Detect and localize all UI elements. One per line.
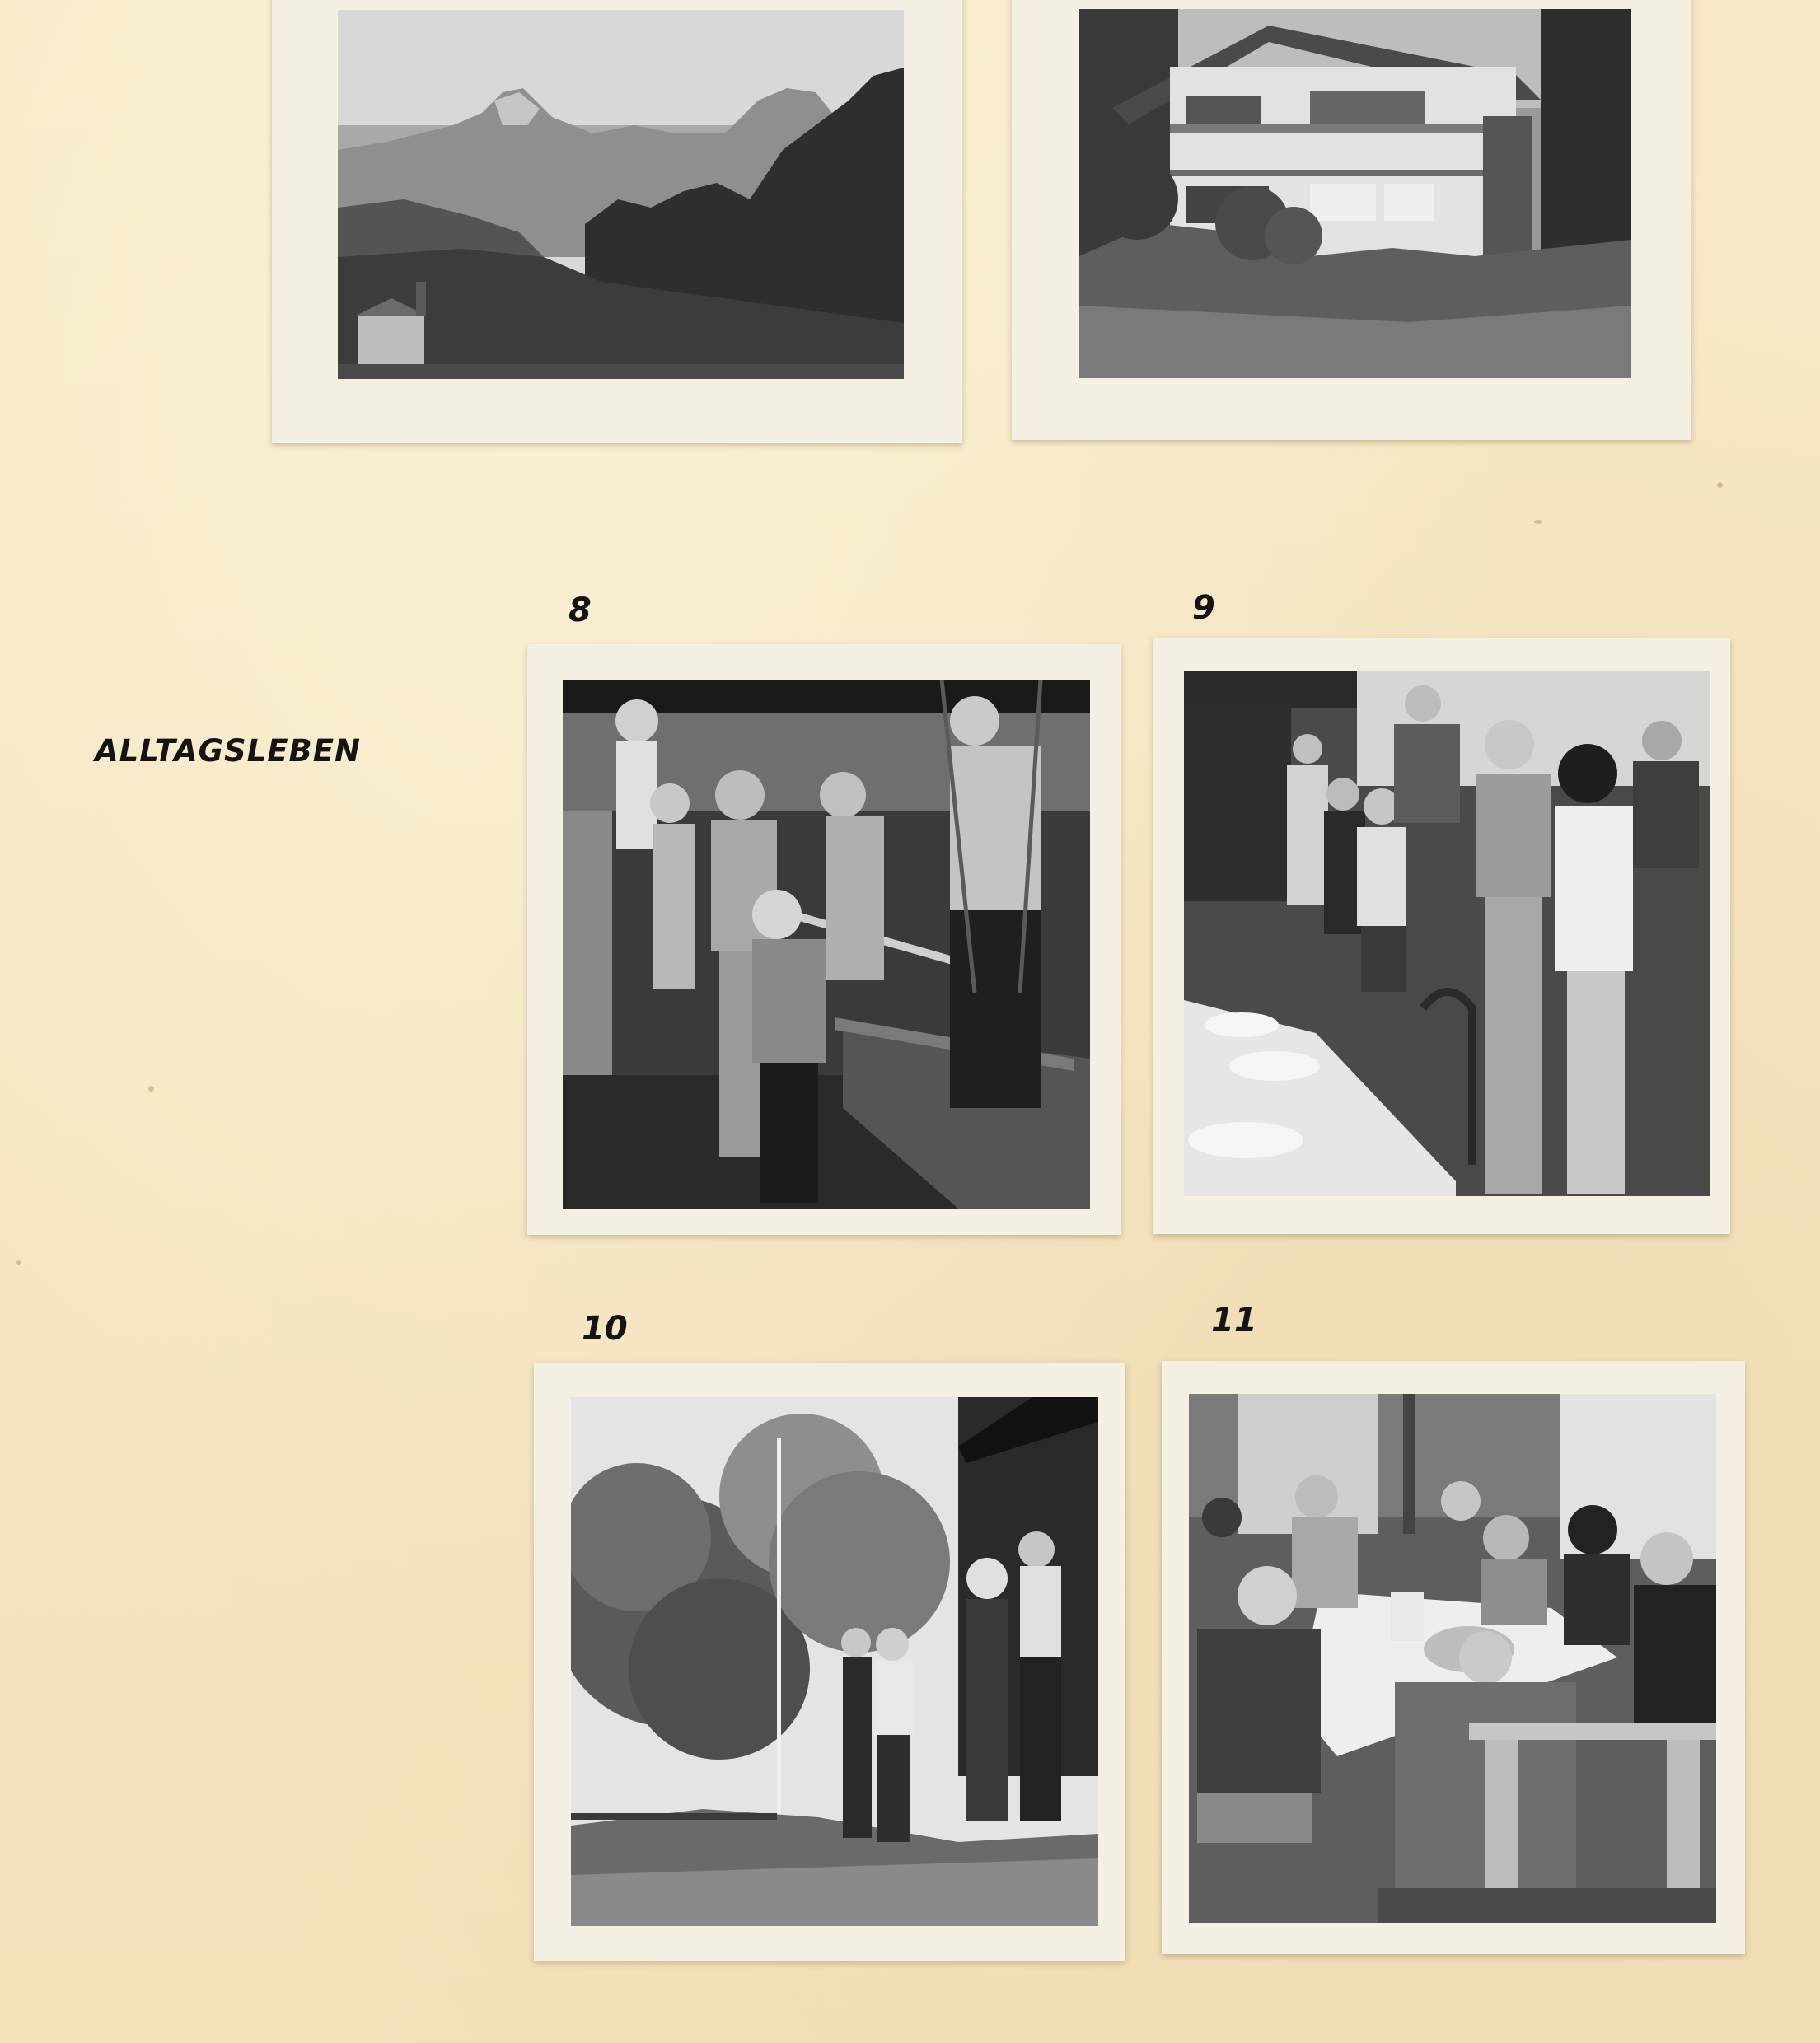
section-label: ALLTAGSLEBEN (95, 733, 361, 769)
photo-number: 9 (1192, 589, 1215, 627)
paper-speck (1717, 482, 1723, 488)
photo-card-11 (1162, 1361, 1745, 1954)
photo-number: 8 (568, 591, 592, 629)
photo-card-chalet (1012, 0, 1691, 440)
photo-mountain-landscape (338, 10, 904, 379)
photo-number: 10 (582, 1310, 628, 1348)
photo-boys-at-water-trough (563, 680, 1090, 1209)
photo-number: 11 (1211, 1302, 1257, 1339)
photo-boys-at-dining-table (1184, 671, 1710, 1196)
paper-speck (148, 1086, 154, 1092)
paper-speck (1534, 520, 1542, 524)
photo-card-9 (1153, 638, 1730, 1234)
photo-card-8 (527, 644, 1121, 1235)
photo-card-10 (534, 1363, 1125, 1961)
photo-boys-eating-meal (1189, 1394, 1716, 1923)
photo-chalet-house (1079, 9, 1631, 378)
photo-card-mountains (272, 0, 962, 443)
paper-speck (16, 1260, 21, 1265)
photo-children-by-flagpole (571, 1397, 1098, 1926)
